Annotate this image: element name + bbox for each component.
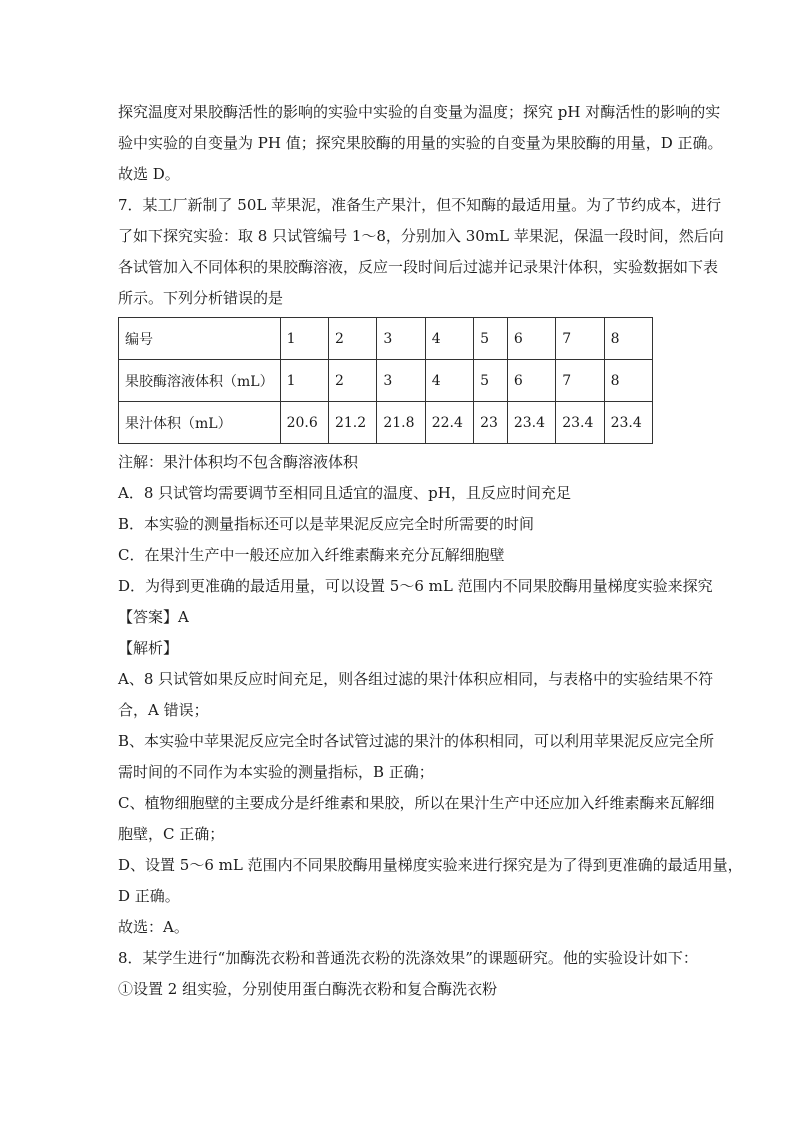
table-cell: 1 — [280, 360, 328, 402]
table-row — [119, 402, 653, 444]
option-a: A．8 只试管均需要调节至相同且适宜的温度、pH，且反应时间充足 — [118, 484, 571, 502]
question-8-stem: 8．某学生进行“加酶洗衣粉和普通洗衣粉的洗涤效果”的课题研究。他的实验设计如下： — [118, 949, 698, 967]
data-table — [118, 317, 653, 444]
table-cell: 21.8 — [377, 402, 425, 444]
table-row — [119, 360, 653, 402]
table-cell: 23.4 — [507, 402, 555, 444]
table-cell: 3 — [377, 318, 425, 360]
table-cell: 8 — [604, 360, 652, 402]
analysis-line: D、设置 5～6 mL 范围内不同果胶酶用量梯度实验来进行探究是为了得到更准确的最适用量， — [118, 856, 743, 874]
table-cell: 3 — [377, 360, 425, 402]
question-7-stem: 各试管加入不同体积的果胶酶溶液，反应一段时间后过滤并记录果汁体积，实验数据如下表 — [118, 258, 719, 276]
table-cell: 8 — [604, 318, 652, 360]
question-7-stem: 7．某工厂新制了 50L 苹果泥，准备生产果汁，但不知酶的最适用量。为了节约成本，进行 — [118, 196, 722, 214]
table-cell: 6 — [507, 318, 555, 360]
table-note: 注解：果汁体积均不包含酶溶液体积 — [118, 453, 359, 471]
table-cell: 2 — [328, 360, 376, 402]
question-8-step: ①设置 2 组实验，分别使用蛋白酶洗衣粉和复合酶洗衣粉 — [118, 980, 498, 998]
table-cell: 4 — [425, 318, 473, 360]
document-page — [118, 97, 743, 1005]
table-cell: 22.4 — [425, 402, 473, 444]
table-cell: 7 — [556, 360, 604, 402]
analysis-line: B、本实验中苹果泥反应完全时各试管过滤的果汁的体积相同，可以利用苹果泥反应完全所 — [118, 732, 715, 750]
option-c: C．在果汁生产中一般还应加入纤维素酶来充分瓦解细胞壁 — [118, 546, 505, 564]
table-cell: 5 — [474, 360, 508, 402]
table-row — [119, 318, 653, 360]
analysis-line: 需时间的不同作为本实验的测量指标，B 正确； — [118, 763, 434, 781]
table-cell: 1 — [280, 318, 328, 360]
table-cell: 4 — [425, 360, 473, 402]
table-row-label: 编号 — [119, 318, 281, 360]
analysis-heading: 【解析】 — [118, 639, 179, 657]
table-cell: 21.2 — [328, 402, 376, 444]
table-cell: 6 — [507, 360, 555, 402]
table-cell: 23 — [474, 402, 508, 444]
analysis-line: C、植物细胞壁的主要成分是纤维素和果胶，所以在果汁生产中还应加入纤维素酶来瓦解细 — [118, 794, 715, 812]
table-cell: 20.6 — [280, 402, 328, 444]
table-cell: 23.4 — [604, 402, 652, 444]
option-d: D．为得到更准确的最适用量，可以设置 5～6 mL 范围内不同果胶酶用量梯度实验来探究 — [118, 577, 713, 595]
intro-line: 验中实验的自变量为 PH 值；探究果胶酶的用量的实验的自变量为果胶酶的用量，D 正确。 — [118, 134, 723, 152]
table-row-label: 果汁体积（mL） — [119, 402, 281, 444]
table-cell: 2 — [328, 318, 376, 360]
intro-line: 故选 D。 — [118, 165, 180, 183]
analysis-line: 胞壁，C 正确； — [118, 825, 225, 843]
table-cell: 23.4 — [556, 402, 604, 444]
option-b: B．本实验的测量指标还可以是苹果泥反应完全时所需要的时间 — [118, 515, 535, 533]
question-7-stem: 了如下探究实验：取 8 只试管编号 1～8，分别加入 30mL 苹果泥，保温一段时间，然后向 — [118, 227, 724, 245]
table-cell: 5 — [474, 318, 508, 360]
analysis-line: 故选：A。 — [118, 918, 189, 936]
table-cell: 7 — [556, 318, 604, 360]
question-7-stem: 所示。下列分析错误的是 — [118, 289, 284, 307]
intro-line: 探究温度对果胶酶活性的影响的实验中实验的自变量为温度；探究 pH 对酶活性的影响的实 — [118, 103, 721, 121]
table-row-label: 果胶酶溶液体积（mL） — [119, 360, 281, 402]
answer: 【答案】A — [118, 608, 189, 626]
analysis-line: A、8 只试管如果反应时间充足，则各组过滤的果汁体积应相同，与表格中的实验结果不符 — [118, 670, 714, 688]
analysis-line: D 正确。 — [118, 887, 180, 905]
analysis-line: 合，A 错误； — [118, 701, 209, 719]
